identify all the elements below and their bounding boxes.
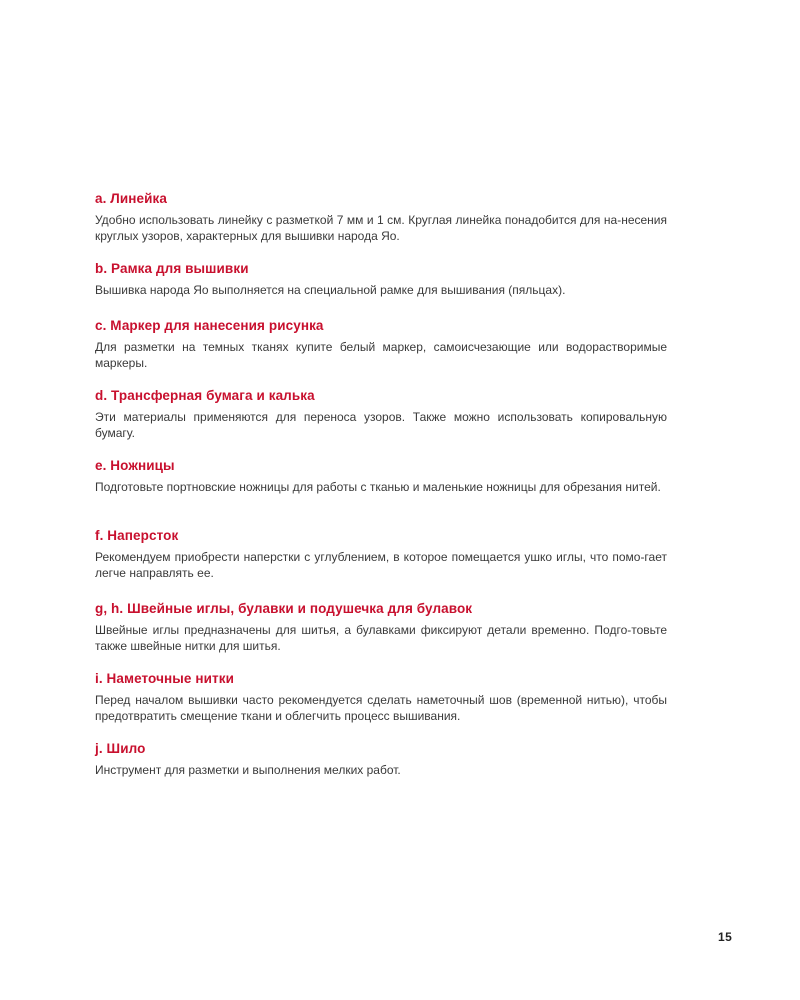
item-text: Вышивка народа Яо выполняется на специальной рамке для вышивания (пяльцах). [95, 283, 566, 297]
list-item-thimble [95, 527, 667, 581]
list-item-needles-pins [95, 600, 667, 654]
item-title: d. Трансферная бумага и калька [95, 388, 315, 403]
item-title: g, h. Швейные иглы, булавки и подушечка для булавок [95, 601, 473, 616]
item-text: Рекомендуем приобрести наперстки с углублением, в которое помещается ушко иглы, что помо-гает легче направлять ее. [95, 550, 667, 580]
item-text: Эти материалы применяются для переноса узоров. Также можно использовать копировальную бумагу. [95, 410, 667, 440]
item-title: i. Наметочные нитки [95, 671, 234, 686]
page-number: 15 [718, 930, 733, 944]
list-item-scissors [95, 457, 667, 495]
list-item-marker [95, 317, 667, 371]
list-item-embroidery-frame [95, 260, 667, 298]
list-item-transfer-paper [95, 387, 667, 441]
item-title: c. Маркер для нанесения рисунка [95, 318, 324, 333]
item-text: Инструмент для разметки и выполнения мелких работ. [95, 763, 401, 777]
item-text: Удобно использовать линейку с разметкой 7 мм и 1 см. Круглая линейка понадобится для на-несения круглых узоров, характерных для вышивки народа Яо. [95, 213, 667, 243]
list-item-basting-thread [95, 670, 667, 724]
item-text: Для разметки на темных тканях купите белый маркер, самоисчезающие или водорастворимые маркеры. [95, 340, 667, 370]
item-title: e. Ножницы [95, 458, 175, 473]
list-item-awl [95, 740, 667, 778]
item-text: Перед началом вышивки часто рекомендуется сделать наметочный шов (временной нитью), чтобы предотвратить смещение ткани и облегчить процесс вышивания. [95, 693, 667, 723]
item-title: a. Линейка [95, 191, 168, 206]
item-title: b. Рамка для вышивки [95, 261, 249, 276]
item-title: f. Наперсток [95, 528, 179, 543]
list-item-ruler [95, 190, 667, 244]
item-text: Подготовьте портновские ножницы для работы с тканью и маленькие ножницы для обрезания нитей. [95, 480, 661, 494]
item-text: Швейные иглы предназначены для шитья, а булавками фиксируют детали временно. Подго-товьте также швейные нитки для шитья. [95, 623, 667, 653]
item-title: j. Шило [95, 741, 146, 756]
